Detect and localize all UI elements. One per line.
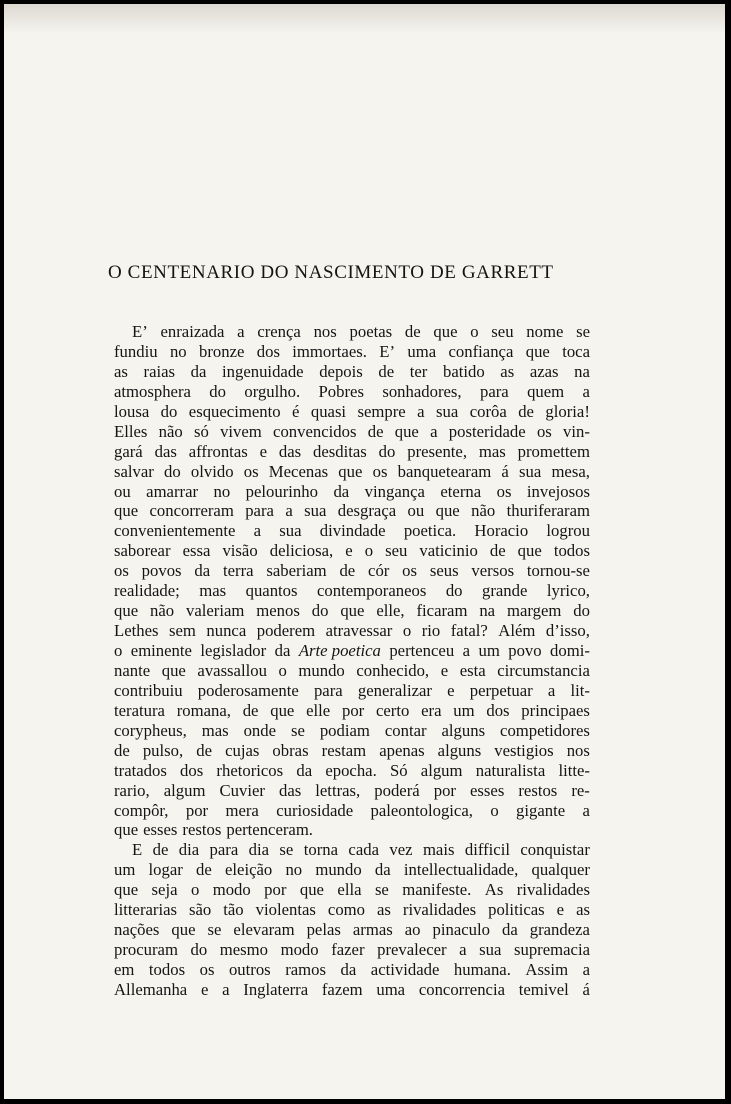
- text-line: que concorreram para a sua desgraça ou que não thuriferaram: [114, 501, 590, 521]
- text-line: saborear essa visão deliciosa, e o seu vaticinio de que todos: [114, 541, 590, 561]
- text-line: E de dia para dia se torna cada vez mais difficil conquistar: [132, 840, 590, 860]
- text-line: Lethes sem nunca poderem atravessar o rio fatal? Além d’isso,: [114, 621, 590, 641]
- text-line: os povos da terra saberiam de cór os seus versos tornou-se: [114, 561, 590, 581]
- text-line: nações que se elevaram pelas armas ao pinaculo da grandeza: [114, 920, 590, 940]
- text-line: de pulso, de cujas obras restam apenas alguns vestigios nos: [114, 740, 590, 760]
- text-line: gará das affrontas e das desditas do presente, mas promettem: [114, 441, 590, 461]
- text-line: convenientemente a sua divindade poetica. Horacio logrou: [114, 521, 590, 541]
- text-line: atmosphera do orgulho. Pobres sonhadores, para quem a: [114, 381, 590, 401]
- text-line: nante que avassallou o mundo conhecido, e esta circumstancia: [114, 660, 590, 680]
- text-line: litterarias são tão violentas como as rivalidades politicas e as: [114, 900, 590, 920]
- body-text: [114, 322, 590, 1000]
- page-top-shadow: [4, 4, 725, 34]
- text-line: o eminente legislador da Arte poetica pertenceu a um povo domi-: [114, 641, 590, 660]
- text-line: em todos os outros ramos da actividade humana. Assim a: [114, 960, 590, 979]
- text-line: que seja o modo por que ella se manifeste. As rivalidades: [114, 880, 590, 900]
- text-line: salvar do olvido os Mecenas que os banquetearam á sua mesa,: [114, 461, 590, 481]
- text-line: Allemanha e a Inglaterra fazem uma concorrencia temivel á: [114, 979, 590, 999]
- text-line: lousa do esquecimento é quasi sempre a sua corôa de gloria!: [114, 401, 590, 421]
- text-line: rario, algum Cuvier das lettras, poderá por esses restos re-: [114, 780, 590, 800]
- text-line: que não valeriam menos do que elle, ficaram na margem do: [114, 601, 590, 621]
- text-line: as raias da ingenuidade depois de ter batido as azas na: [114, 361, 590, 381]
- text-line: teratura romana, de que elle por certo era um dos principaes: [114, 700, 590, 720]
- text-line: Elles não só vivem convencidos de que a posteridade os vin-: [114, 421, 590, 441]
- text-line: um logar de eleição no mundo da intellectualidade, qualquer: [114, 860, 590, 880]
- text-line: corypheus, mas onde se podiam contar alguns competidores: [114, 720, 590, 740]
- text-line: E’ enraizada a crença nos poetas de que o seu nome se: [132, 322, 590, 341]
- text-line: fundiu no bronze dos immortaes. E’ uma confiança que toca: [114, 341, 590, 361]
- text-line: que esses restos pertenceram.: [114, 820, 313, 840]
- text-line: contribuiu poderosamente para generalizar e perpetuar a lit-: [114, 680, 590, 700]
- text-line: tratados dos rhetoricos da epocha. Só algum naturalista litte-: [114, 760, 590, 780]
- text-line: procuram do mesmo modo fazer prevalecer a sua supremacia: [114, 940, 590, 960]
- text-line: realidade; mas quantos contemporaneos do grande lyrico,: [114, 581, 590, 601]
- text-line: ou amarrar no pelourinho da vingança eterna os invejosos: [114, 481, 590, 501]
- chapter-title: O CENTENARIO DO NASCIMENTO DE GARRETT: [108, 262, 554, 283]
- scanned-page: [4, 4, 725, 1099]
- text-line: compôr, por mera curiosidade paleontologica, o gigante a: [114, 800, 590, 820]
